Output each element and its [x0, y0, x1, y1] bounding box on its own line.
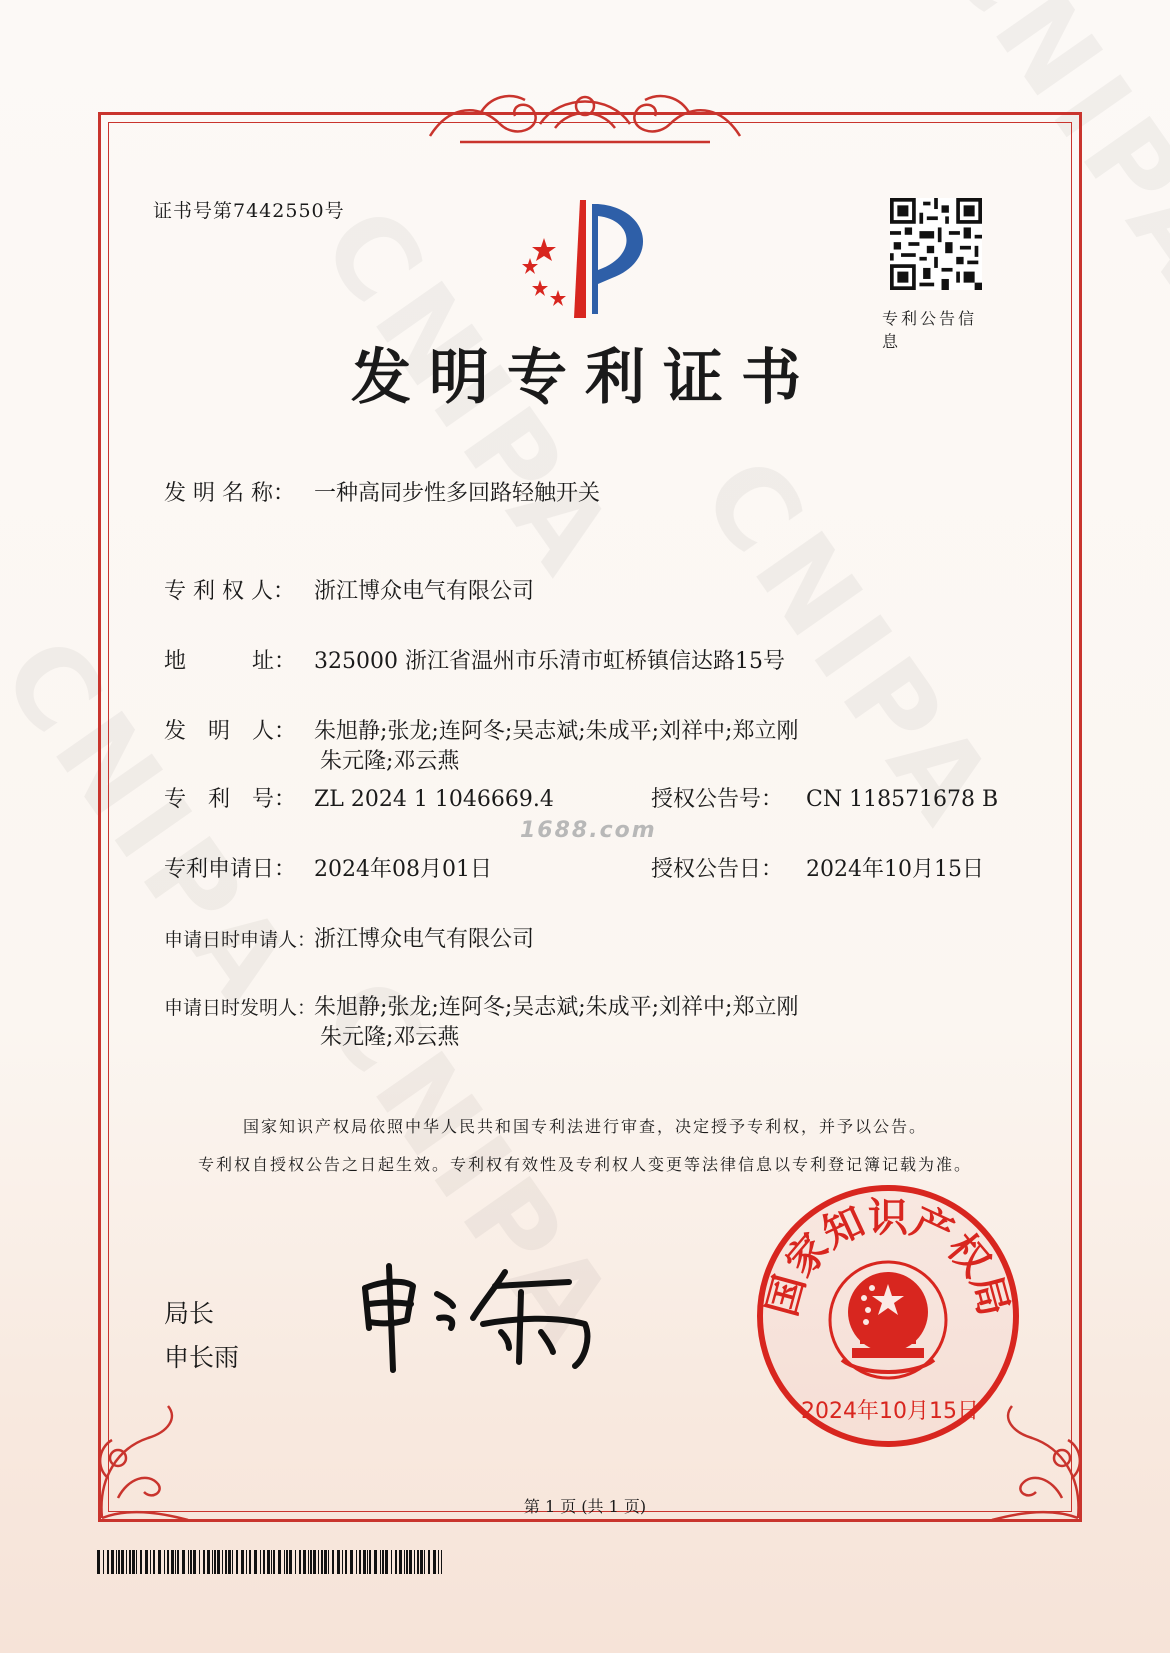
field-address	[164, 644, 785, 675]
field-inventors	[164, 714, 798, 745]
field-patentee	[164, 574, 534, 605]
field-label: 专 利 权 人：	[164, 579, 295, 604]
field-inventors-line2: 朱元隆;邓云燕	[320, 749, 460, 774]
cnipa-logo-icon	[500, 190, 680, 330]
seal-date: 2024年10月15日	[801, 1399, 979, 1424]
field-inventor-at-filing	[164, 990, 798, 1021]
field-label: 专利申请日：	[164, 857, 297, 882]
field-label: 申请日时发明人：	[164, 997, 317, 1019]
field-applicant-at-filing	[164, 922, 534, 953]
field-label: 发 明 名 称：	[164, 481, 295, 506]
field-label: 申请日时申请人：	[164, 929, 317, 951]
top-ornament	[420, 84, 750, 148]
certificate-number: 证书号第7442550号	[153, 200, 345, 222]
director-title: 局长	[164, 1299, 215, 1328]
field-value: 2024年08月01日	[314, 857, 492, 882]
field-grant-pub-date	[651, 852, 984, 883]
page-number: 第 1 页 (共 1 页)	[523, 1497, 647, 1516]
field-value: 一种高同步性多回路轻触开关	[314, 481, 601, 506]
field-value: CN 118571678 B	[806, 787, 999, 812]
director-name: 申长雨	[164, 1343, 240, 1372]
field-label: 专 利 号：	[164, 787, 297, 812]
field-grant-pub-no	[651, 782, 998, 813]
notice-line-1: 国家知识产权局依照中华人民共和国专利法进行审查，决定授予专利权，并予以公告。	[242, 1117, 927, 1136]
qr-label: 专利公告信息	[882, 309, 978, 351]
field-label: 地 址：	[164, 649, 297, 674]
director-signature	[355, 1258, 615, 1378]
field-value: 325000 浙江省温州市乐清市虹桥镇信达路15号	[314, 649, 785, 674]
field-label: 授权公告号：	[651, 787, 784, 812]
field-value: 2024年10月15日	[806, 857, 984, 882]
field-value: 朱旭静;张龙;连阿冬;吴志斌;朱成平;刘祥中;郑立刚	[314, 995, 799, 1020]
notice-line-2: 专利权自授权公告之日起生效。专利权有效性及专利权人变更等法律信息以专利登记簿记载为准。	[197, 1155, 972, 1174]
field-inventor-at-filing-line2: 朱元隆;邓云燕	[320, 1025, 460, 1050]
field-patent-no	[164, 782, 554, 813]
certificate-title: 发明专利证书	[351, 343, 819, 413]
seal-text: 国家知识产权局	[759, 1195, 1017, 1321]
field-value: 朱旭静;张龙;连阿冬;吴志斌;朱成平;刘祥中;郑立刚	[314, 719, 799, 744]
field-value: ZL 2024 1 1046669.4	[314, 787, 554, 812]
qr-code-icon[interactable]	[890, 198, 982, 290]
field-label: 发 明 人：	[164, 719, 297, 744]
field-label: 授权公告日：	[651, 857, 784, 882]
site-watermark: 1688.com	[520, 818, 657, 843]
field-value: 浙江博众电气有限公司	[314, 927, 535, 952]
field-invention-name	[164, 476, 600, 507]
barcode-icon	[97, 1550, 442, 1574]
field-value: 浙江博众电气有限公司	[314, 579, 535, 604]
field-application-date	[164, 852, 492, 883]
qr-block	[882, 198, 992, 352]
